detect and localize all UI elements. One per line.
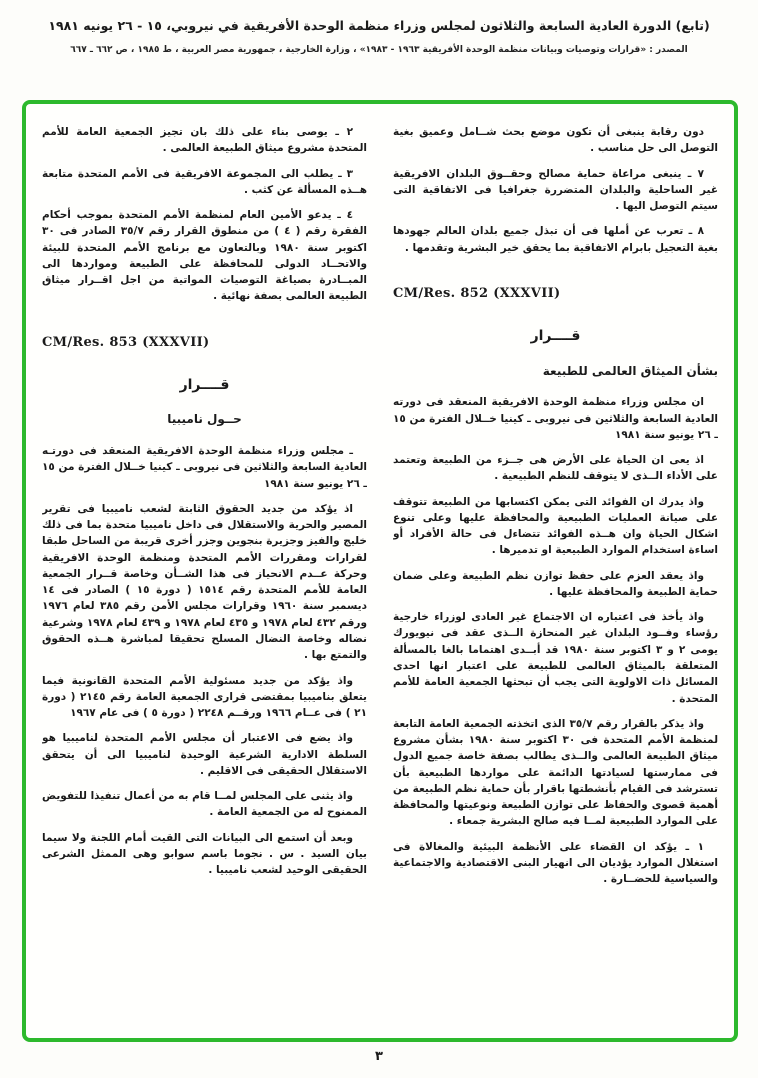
paragraph: واذ يدرك ان الفوائد التى يمكن اكتسابها من الطبيعة تتوقف على صيانة العمليات الطبيعية والمحافظة عليها وعلى تنوع اشكال الحياة وان هــذه الفوائد تتضاءل فى حالة الأفراد أو اساءة استخدام الموارد الطبيعية او تدميرها . [393,495,718,557]
page-number: ٣ [375,1049,383,1064]
paragraph: اذ يعى ان الحياة على الأرض هى جــزء من الطبيعة وتعتمد على الأداء الــذى لا يتوقف للنظم الطبيعية . [393,454,718,483]
column-right [393,124,718,1030]
resolution-subject: بشأن الميثاق العالمى للطبيعة [542,363,718,378]
paragraph: ٤ ـ يدعو الأمين العام لمنظمة الأمم المتحدة بموجب أحكام الفقرة رقم ( ٤ ) من منطوق القرار رقم ٣٥/٧ الصادر فى ٣٠ اكتوبر سنة ١٩٨٠ وبالتعاون مع برنامج الأمم المتحدة للبيئة والاتحــاد الدولى للمحافظة على الطبيعة ومواردها الى المبــادرة بصياغة التوصيات المواتية من اجل اقــرار ميثاق الطبيعة العالمى بصفة نهائية . [42,209,367,303]
header-source: المصدر : «قرارات وتوصيات وبيانات منظمة الوحدة الأفريقية ١٩٦٣ - ١٩٨٣» ، وزارة الخارجية ، جمهورية مصر العربية ، ط ١٩٨٥ ، ص ٦٦٢ ـ ٦٦٧ [70,45,688,55]
resolution-ref-853: CM/Res. 853 (XXXVII) [42,334,210,350]
paragraph: واذ يثنى على المجلس لمــا قام به من أعمال تنفيذا للتفويض الممنوح له من الجمعية العامة . [42,790,367,819]
column-left [42,124,367,1030]
resolution-ref-852: CM/Res. 852 (XXXVII) [393,285,561,301]
paragraph: ـ مجلس وزراء منظمة الوحدة الافريقية المنعقد فى دورتـه العادية السابعة والثلاثين فى نيروبى ـ كينيا خــلال الفترة من ١٥ ـ ٢٦ يونيو سنة ١٩٨١ [42,445,367,490]
content-frame [22,100,738,1042]
paragraph: ٢ ـ يوصى بناء على ذلك بان تجيز الجمعية العامة للأمم المتحدة مشروع ميثاق الطبيعة العالمى . [42,126,367,155]
header-title: (تابع) الدورة العادية السابعة والثلاثون لمجلس وزراء منظمة الوحدة الأفريقية في نيروبي، ١٥ - ٢٦ يونيه ١٩٨١ [48,18,710,33]
paragraph: واذ يذكر بالقرار رقم ٣٥/٧ الذى اتخذته الجمعية العامة التابعة لمنظمة الأمم المتحدة فى ٣٠ اكتوبر سنة ١٩٨٠ بشأن مشروع ميثاق الطبيعة العالمى والــذى يطالب بصفة خاصة جميع الدول فى ممارستها لسيادتها الدائمة على مواردها الطبيعية بأن تسترشد فى القيام بأنشطتها باقرار بأن حماية نظم الطبيعة من أهمية قصوى والحفاظ على توازن الطبيعة ونوعيتها والمحافظة على الموارد الطبيعية لمــا فيه صالح البشرية جمعاء . [393,717,718,828]
paragraph: ٨ ـ تعرب عن أملها فى أن تبذل جميع بلدان العالم جهودها بغية التعجيل بابرام الاتفاقية بما يحقق خير البشرية وتقدمها . [393,225,718,254]
paragraph: وبعد أن استمع الى البيانات التى القيت أمام اللجنة ولا سيما بيان السيد . س . نجوما باسم سوابو وهى الممثل الشرعى الحقيقى الوحيد لشعب ناميبيا . [42,831,367,877]
columns-container [42,124,718,1030]
resolution-title: قــــرار [530,328,581,344]
paragraph: ان مجلس وزراء منظمة الوحدة الافريقية المنعقد فى دورته العادية السابعة والثلاثين فى نيروبى ـ كينيا خــلال الفترة من ١٥ ـ ٢٦ يونيو سنة ١٩٨١ [393,396,718,441]
paragraph: دون رقابة ينبغى أن تكون موضع بحث شــامل وعميق بغية التوصل الى حل مناسب . [393,126,718,155]
paragraph: واذ يأخذ فى اعتباره ان الاجتماع غير العادى لوزراء خارجية رؤساء وفــود البلدان غير المنحازة الــذى عقد فى نيويورك يومى ٢ و ٣ اكتوبر سنة ١٩٨٠ قد أبــدى اهتماما بالغا بالمسألة المتعلقة بالميثاق العالمى للطبيعة على اعتبار انها احدى المسائل ذات الاولوية التى يجب أن تبحثها الجمعية العامة للأمم المتحدة . [393,611,718,705]
paragraph: ٧ ـ ينبغى مراعاة حماية مصالح وحقــوق البلدان الافريقية غير الساحلية والبلدان المتضررة جغرافيا فى الاتفاقية التى سيتم التوصل اليها . [393,167,718,213]
paragraph: واذ يؤكد من جديد مسئولية الأمم المتحدة القانونية فيما يتعلق بناميبيا بمقتضى قرارى الجمعية العامة رقم ٢١٤٥ ( دورة ٢١ ) فى عــام ١٩٦٦ ورقــم ٢٢٤٨ ( دورة ٥ ) فى عام ١٩٦٧ [42,674,367,720]
paragraph: واذ يعقد العزم على حفظ توازن نظم الطبيعة وعلى ضمان حماية الطبيعة والمحافظة عليها . [393,569,718,598]
paragraph: ١ ـ يؤكد ان القضاء على الأنظمة البيئية والمغالاة فى استغلال الموارد يؤديان الى انهيار البنى الاقتصادية والاجتماعية والسياسية للحضــارة . [393,840,718,886]
paragraph: اذ يؤكد من جديد الحقوق الثابتة لشعب ناميبيا فى تقرير المصير والحرية والاستقلال فى داخل ناميبيا متحدة بما فى ذلك خليج والفيز وجزيرة بنجوين وجزر أخرى قريبة من الساحل طبقا لقرارات ومقررات الأمم المتحدة ومنظمة الوحدة الافريقية وحركة عــدم الانحياز فى هذا الشــأن وخاصة قــرار الجمعية العامة للأمم المتحدة رقم ١٥١٤ ( دورة ١٥ ) الصادر فى ١٤ ديسمبر سنة ١٩٦٠ وقرارات مجلس الأمن رقم ٣٨٥ لعام ١٩٧٦ ورقم ٤٣٢ لعام ١٩٧٨ و ٤٣٥ لعام ١٩٧٨ و ٤٣٩ لعام ١٩٧٨ وشرعية نضاله وخاصة النضال المسلح تحقيقا لمباشرة هــذه الحقوق والتمتع بها . [42,502,367,662]
paragraph: ٣ ـ يطلب الى المجموعة الافريقية فى الأمم المتحدة متابعة هــذه المسألة عن كثب . [42,167,367,196]
page-header [20,16,738,55]
resolution-title: قــــرار [179,376,230,393]
paragraph: واذ يضع فى الاعتبار أن مجلس الأمم المتحدة لناميبيا هو السلطة الادارية الشرعية الوحيدة لناميبيا الى أن يتحقق الاستقلال الحقيقى فى الاقليم . [42,732,367,777]
resolution-subject: حــول ناميبيا [167,412,242,427]
